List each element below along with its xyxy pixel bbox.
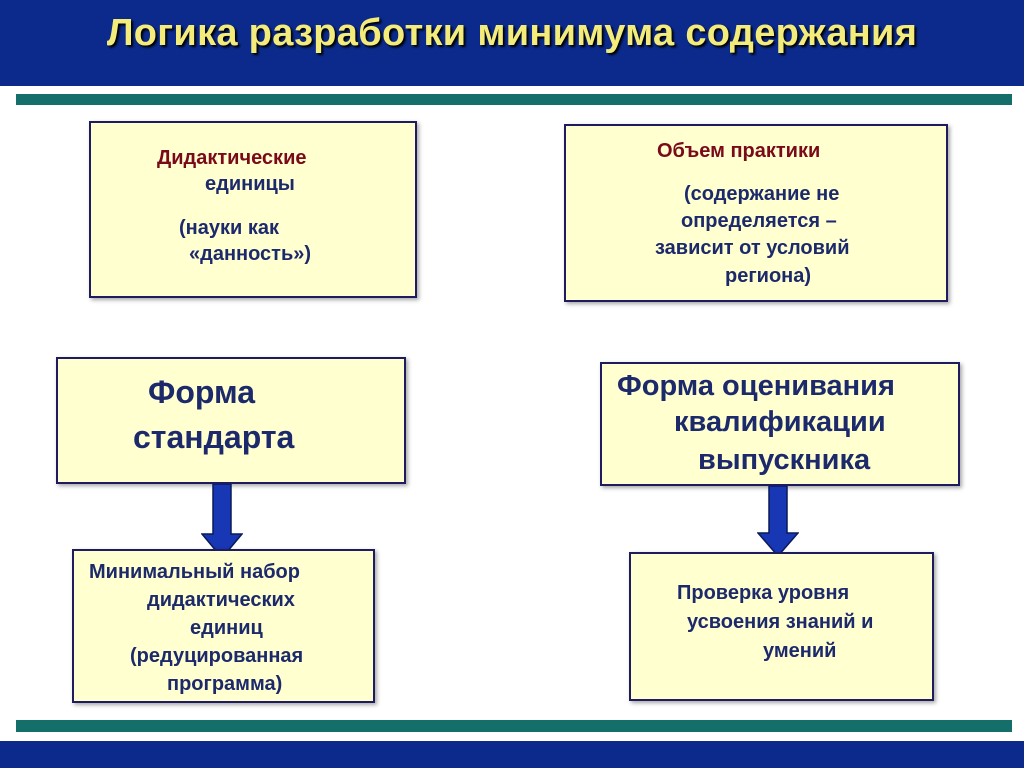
practice-body-line-3: зависит от условий [655,237,850,259]
assessment-form-line-1: Форма оценивания [617,370,895,402]
minimal-set-line-3: единиц [190,617,263,639]
minimal-set-line-1: Минимальный набор [89,561,300,583]
standard-form-line-2: стандарта [133,419,295,455]
bottom-divider [16,720,1012,732]
minimal-set-box [72,549,375,703]
assessment-form-box [600,362,960,486]
knowledge-check-line-1: Проверка уровня [677,582,850,604]
didactic-heading-line-2: единицы [205,173,295,195]
didactic-body-line-1: (науки как [179,217,279,239]
top-divider [16,94,1012,105]
practice-body-line-1: (содержание не [684,183,840,205]
standard-form-line-1: Форма [148,374,256,410]
practice-body-line-2: определяется – [681,210,837,232]
minimal-set-line-5: программа) [167,673,283,695]
assessment-form-line-3: выпускника [698,444,871,476]
standard-form-box [56,357,406,484]
didactic-units-box [89,121,417,298]
practice-body-line-4: региона) [725,265,812,287]
page-title: Логика разработки минимума содержания [106,12,918,54]
practice-heading: Объем практики [657,140,821,162]
knowledge-check-line-2: усвоения знаний и [687,611,874,633]
didactic-body-line-2: «данность») [189,243,312,265]
minimal-set-line-4: (редуцированная [130,645,304,667]
footer-bar [0,741,1024,768]
knowledge-check-line-3: умений [763,640,837,662]
assessment-form-line-2: квалификации [674,406,886,438]
didactic-heading-line-1: Дидактические [157,147,307,169]
down-arrow-right-icon [757,486,799,558]
minimal-set-line-2: дидактических [147,589,295,611]
knowledge-check-box [629,552,934,701]
practice-volume-box [564,124,948,302]
